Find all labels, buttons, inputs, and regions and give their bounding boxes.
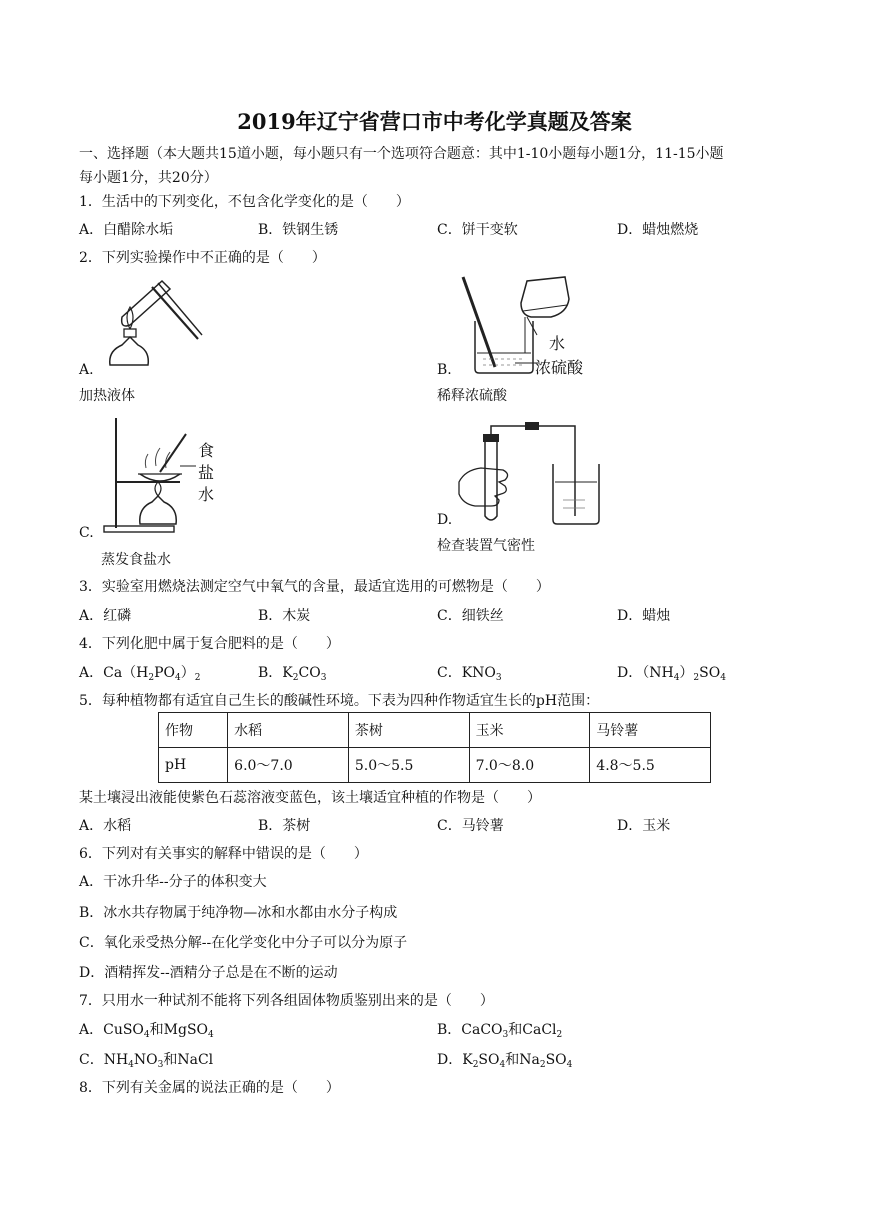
table-cell: 7.0～8.0 <box>469 748 590 783</box>
table-cell: 5.0～5.5 <box>348 748 469 783</box>
page-title: 2019年辽宁省营口市中考化学真题及答案 <box>237 109 632 134</box>
q6-option-d: D．酒精挥发--酒精分子总是在不断的运动 <box>79 965 338 981</box>
table-cell: 6.0～7.0 <box>228 748 349 783</box>
q7-stem: 7．只用水一种试剂不能将下列各组固体物质鉴别出来的是（ ） <box>79 993 494 1009</box>
q2-d-caption: 检查装置气密性 <box>437 538 535 554</box>
q3-option-d: D．蜡烛 <box>617 608 671 624</box>
table-cell: pH <box>159 748 228 783</box>
q4-option-d: D．$(NH_4)_2SO_4$ <box>617 665 726 683</box>
q2-b-caption: 稀释浓硫酸 <box>437 388 507 404</box>
q6-option-b: B．冰水共存物属于纯净物—冰和水都由水分子构成 <box>79 905 398 921</box>
q1-option-a: A．白醋除水垢 <box>79 222 174 238</box>
q1-stem: 1．生活中的下列变化，不包含化学变化的是（ ） <box>79 194 410 210</box>
q3-option-a: A．红磷 <box>79 608 132 624</box>
q2-stem: 2．下列实验操作中不正确的是（ ） <box>79 250 326 266</box>
ph-table <box>158 712 711 783</box>
q3-option-c: C．细铁丝 <box>437 608 504 624</box>
table-row <box>159 748 711 783</box>
table-row <box>159 713 711 748</box>
q1-option-d: D．蜡烛燃烧 <box>617 222 699 238</box>
q4-option-a: A．$Ca(H_2PO_4)_2$ <box>79 665 201 683</box>
q2-c-letter: C. <box>79 525 94 541</box>
table-cell: 水稻 <box>228 713 349 748</box>
table-cell: 玉米 <box>469 713 590 748</box>
q5-option-b: B．茶树 <box>258 818 311 834</box>
q7-option-b: B．CaCO$_3$和CaCl$_2$ <box>437 1022 563 1040</box>
conc-acid-label: 浓硫酸 <box>535 358 584 377</box>
q3-stem: 3．实验室用燃烧法测定空气中氧气的含量，最适宜选用的可燃物是（ ） <box>79 579 550 595</box>
q7-option-a: A．CuSO$_4$和MgSO$_4$ <box>79 1022 214 1040</box>
q6-option-a: A．干冰升华--分子的体积变大 <box>79 874 267 890</box>
q2-a-letter: A. <box>79 362 94 378</box>
airtight-check-figure <box>455 420 605 530</box>
q8-stem: 8．下列有关金属的说法正确的是（ ） <box>79 1080 340 1096</box>
q1-option-c: C．饼干变软 <box>437 222 518 238</box>
section-instructions-line1: 一、选择题（本大题共15道小题，每小题只有一个选项符合题意：其中1-10小题每小题1分，11-15小题 <box>79 146 724 162</box>
q5-option-c: C．马铃薯 <box>437 818 504 834</box>
section-instructions-line2: 每小题1分，共20分） <box>79 170 218 186</box>
q4-option-c: C．$KNO_3$ <box>437 665 502 683</box>
heating-liquid-figure <box>100 273 210 373</box>
q4-stem: 4．下列化肥中属于复合肥料的是（ ） <box>79 636 340 652</box>
q5-option-a: A．水稻 <box>79 818 132 834</box>
q2-b-letter: B. <box>437 362 452 378</box>
q2-d-letter: D. <box>437 512 453 528</box>
table-cell: 作物 <box>159 713 228 748</box>
q3-option-b: B．木炭 <box>258 608 311 624</box>
q5-stem: 5．每种植物都有适宜自己生长的酸碱性环境。下表为四种作物适宜生长的pH范围： <box>79 693 600 709</box>
q2-c-caption: 蒸发食盐水 <box>101 552 171 568</box>
table-cell: 马铃薯 <box>590 713 711 748</box>
q6-stem: 6．下列对有关事实的解释中错误的是（ ） <box>79 846 368 862</box>
q6-option-c: C．氧化汞受热分解--在化学变化中分子可以分为原子 <box>79 935 408 951</box>
q7-option-d: D．$K_2SO_4$和$Na_2SO_4$ <box>437 1052 573 1070</box>
q7-option-c: C．$NH_4NO_3$和NaCl <box>79 1052 214 1070</box>
evaporate-salt-figure <box>100 416 220 534</box>
q5-option-d: D．玉米 <box>617 818 671 834</box>
salt-label-2: 盐 <box>198 463 215 482</box>
salt-label-3: 水 <box>198 485 215 504</box>
water-label: 水 <box>549 334 566 353</box>
q5-follow-up: 某土壤浸出液能使紫色石蕊溶液变蓝色，该土壤适宜种植的作物是（ ） <box>79 790 541 806</box>
q1-option-b: B．铁钢生锈 <box>258 222 339 238</box>
salt-label-1: 食 <box>198 441 215 460</box>
dilute-acid-figure <box>455 273 595 378</box>
table-cell: 4.8～5.5 <box>590 748 711 783</box>
q2-a-caption: 加热液体 <box>79 388 135 404</box>
q4-option-b: B．$K_2CO_3$ <box>258 665 327 683</box>
table-cell: 茶树 <box>348 713 469 748</box>
